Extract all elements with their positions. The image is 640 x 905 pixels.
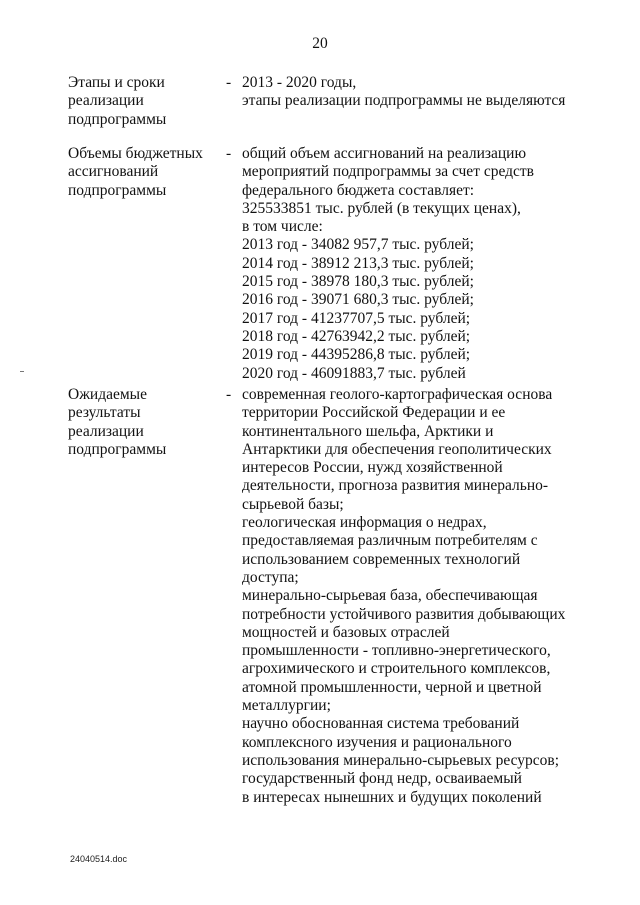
content-line: металлургии;	[242, 697, 331, 715]
label-line: подпрограммы	[68, 440, 167, 458]
content-line: 2014 год - 38912 213,3 тыс. рублей;	[242, 254, 474, 272]
content-line: сырьевой базы;	[242, 495, 344, 513]
content-line: минерально-сырьевая база, обеспечивающая	[242, 587, 538, 605]
content-line: в том числе:	[242, 218, 323, 236]
label-line: подпрограммы	[68, 110, 167, 128]
content-line: 2018 год - 42763942,2 тыс. рублей;	[242, 327, 471, 345]
content-line: Антарктики для обеспечения геополитических	[242, 440, 552, 458]
content-line: этапы реализации подпрограммы не выделяются	[242, 92, 566, 110]
dash: -	[226, 386, 232, 403]
content-line: 2015 год - 38978 180,3 тыс. рублей;	[242, 273, 474, 291]
content-line: предоставляемая различным потребителям с	[242, 532, 538, 550]
content-line: промышленности - топливно-энергетического,	[242, 642, 551, 660]
content-line: интересов России, нужд хозяйственной	[242, 459, 503, 477]
page-number: 20	[312, 35, 328, 52]
content-line: атомной промышленности, черной и цветной	[242, 678, 542, 696]
label-line: Объемы бюджетных	[68, 145, 203, 162]
content-line: комплексного изучения и рационального	[242, 733, 512, 751]
section-content	[242, 386, 582, 807]
section-content	[242, 74, 582, 111]
content-line: доступа;	[242, 568, 299, 586]
content-line: деятельности, прогноза развития минерально-	[242, 477, 549, 495]
content-line: 2013 - 2020 годы,	[242, 74, 357, 91]
dash: -	[226, 145, 232, 162]
content-line: мощностей и базовых отраслей	[242, 623, 450, 641]
label-line: Ожидаемые	[68, 386, 147, 403]
content-line: агрохимического и строительного комплексов,	[242, 660, 551, 678]
content-line: 2016 год - 39071 680,3 тыс. рублей;	[242, 291, 474, 309]
content-line: 2020 год - 46091883,7 тыс. рублей	[242, 364, 466, 382]
content-line: федерального бюджета составляет:	[242, 181, 475, 199]
content-line: 325533851 тыс. рублей (в текущих ценах),	[242, 199, 521, 217]
content-line: научно обоснованная система требований	[242, 715, 520, 733]
label-line: реализации	[68, 92, 144, 110]
document-filename: 24040514.doc	[70, 854, 128, 864]
section-label	[68, 145, 218, 200]
content-line: общий объем ассигнований на реализацию	[242, 145, 527, 162]
content-line: государственный фонд недр, осваиваемый	[242, 770, 522, 788]
content-line: 2013 год - 34082 957,7 тыс. рублей;	[242, 236, 474, 254]
content-line: территории Российской Федерации и ее	[242, 404, 506, 422]
content-line: 2017 год - 41237707,5 тыс. рублей;	[242, 309, 471, 327]
content-line: использования минерально-сырьевых ресурсов;	[242, 751, 560, 769]
content-line: использованием современных технологий	[242, 550, 521, 568]
section-label	[68, 386, 218, 459]
content-line: 2019 год - 44395286,8 тыс. рублей;	[242, 346, 471, 364]
content-line: потребности устойчивого развития добывающих	[242, 605, 566, 623]
section-label	[68, 74, 218, 129]
content-line: мероприятий подпрограммы за счет средств	[242, 163, 535, 181]
margin-mark	[20, 371, 24, 372]
content-line: геологическая информация о недрах,	[242, 514, 487, 532]
dash: -	[226, 74, 232, 91]
content-line: в интересах нынешних и будущих поколений	[242, 788, 542, 806]
label-line: подпрограммы	[68, 181, 167, 199]
content-line: современная геолого-картографическая основа	[242, 386, 553, 403]
label-line: реализации	[68, 422, 144, 440]
content-line: континентального шельфа, Арктики и	[242, 422, 494, 440]
label-line: Этапы и сроки	[68, 74, 165, 91]
label-line: результаты	[68, 404, 141, 422]
section-content	[242, 145, 582, 383]
label-line: ассигнований	[68, 163, 159, 181]
